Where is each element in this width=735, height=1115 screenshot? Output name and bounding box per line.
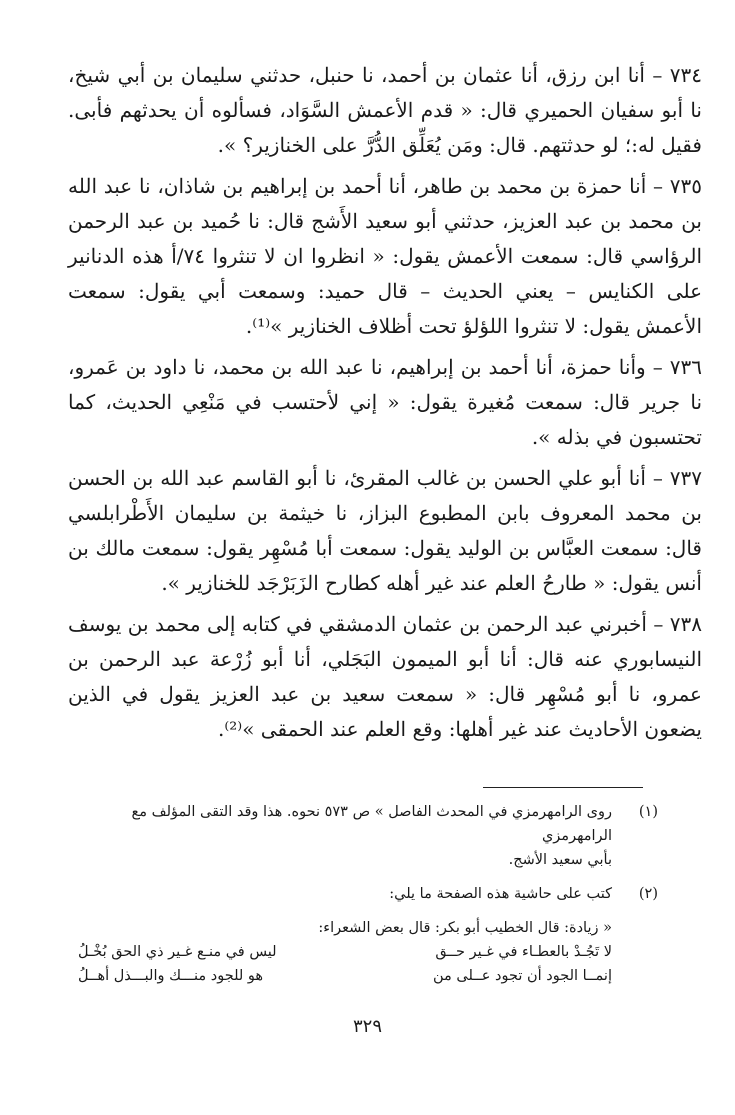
- verse-line: [78, 964, 612, 988]
- footnote-marker: (٢): [638, 886, 658, 902]
- footnote-separator: [483, 787, 643, 788]
- text-line: – أنا ابن رزق، أنا عثمان بن أحمد، نا حنبل، حدثني سليمان بن أبي: [117, 63, 663, 87]
- verse-first-hemistich: إنمــا الجود أن تجود عــلى من: [432, 968, 612, 984]
- footnote-1: [78, 800, 658, 872]
- paragraph-738: [68, 607, 702, 747]
- main-text: [68, 58, 702, 753]
- text-line: – أنا أبو علي الحسن بن غالب المقرئ، نا أبو القاسم عبد الله بن: [132, 466, 663, 490]
- paragraph-number: ٧٣٨: [669, 612, 702, 636]
- text-line: قال: سمعت العبَّاس بن الوليد يقول: سمعت أبا مُسْهِر يقول: سمعت مالك بن: [68, 536, 702, 560]
- verse-line: [78, 940, 612, 964]
- footnote-body: [78, 882, 612, 906]
- paragraph-735: [68, 169, 702, 344]
- margin-note-intro: « زيادة: قال الخطيب أبو بكر: قال بعض الشعراء:: [318, 920, 612, 936]
- footnote-marker: (١): [638, 804, 658, 820]
- text-line: الأحاديث عند غير أهلها: وقع العلم عند الحمقى »⁽²⁾.: [217, 717, 639, 741]
- paragraph-number: ٧٣٥: [669, 174, 703, 198]
- verse-second-hemistich: هو للجود منـــك والبـــذل أهــلُ: [78, 968, 264, 984]
- text-line: الأعمش يقول: لا تنثروا اللؤلؤ تحت أظلاف الخنازير »⁽¹⁾.: [245, 314, 702, 338]
- text-line: – أنا حمزة بن محمد بن طاهر، أنا أحمد بن إبراهيم بن شاذان، نا عبد: [103, 174, 664, 198]
- paragraph-number: ٧٣٦: [669, 355, 702, 379]
- paragraph-734: [68, 58, 702, 163]
- text-line: – أخبرني عبد الرحمن بن عثمان الدمشقي في كتابه إلى محمد بن يوسف: [68, 612, 664, 636]
- paragraph-737: [68, 461, 702, 601]
- text-line: الرحمن الرؤاسي قال: سمعت الأعمش يقول: « انظروا ان لا تنثروا ٧٤/أ هذه: [68, 209, 702, 268]
- text-line: عَمرو، نا جرير قال: سمعت مُغيرة يقول: « إني لأحتسب في مَنْعِي الحديث،: [68, 355, 703, 414]
- text-line: الحسن بن محمد المعروف بابن المطبوع البزاز، نا خيثمة بن سليمان الأَطْرابلسي: [68, 466, 702, 525]
- footnote-2: [78, 882, 658, 906]
- verse-first-hemistich: لا تَجُـدْ بالعطـاء في غـير حــق: [435, 944, 612, 960]
- paragraph-number: ٧٣٧: [669, 466, 702, 490]
- text-line: – وأنا حمزة، أنا أحمد بن إبراهيم، نا عبد الله بن محمد، نا داود بن: [125, 355, 663, 379]
- footnotes: [78, 800, 658, 988]
- verse-second-hemistich: ليس في منـع غـير ذي الحق بُخْـلُ: [78, 944, 277, 960]
- text-line: كما تحتسبون في بذله ».: [68, 390, 702, 449]
- text-line: أنس يقول: « طارحُ العلم عند غير أهله كطارح الزَبَرْجَد للخنازير ».: [161, 571, 702, 595]
- text-line: عمرو، نا أبو مُسْهِر قال: « سمعت سعيد بن عبد العزيز يقول في الذين يضعون: [68, 682, 702, 741]
- footnote-body: [78, 800, 612, 872]
- footnote-line: روى الرامهرمزي في المحدث الفاصل » ص ٥٧٣ نحوه. هذا وقد التقى المؤلف مع الرامهرمزي: [131, 804, 612, 844]
- text-line: شيخ، نا أبو سفيان الحميري قال: « قدم الأعمش السَّوَاد، فسألوه أن يحدثهم: [68, 63, 702, 122]
- paragraph-736: [68, 350, 702, 455]
- text-line: الدنانير على الكنايس – يعني الحديث – قال حميد: وسمعت أبي يقول: سمعت: [68, 244, 702, 303]
- text-line: الله بن محمد بن عبد العزيز، حدثني أبو سعيد الأَشج قال: نا حُميد بن عبد: [68, 174, 702, 233]
- margin-note: [78, 916, 612, 988]
- paragraph-number: ٧٣٤: [669, 63, 702, 87]
- page-number: ٣٢٩: [352, 1016, 382, 1037]
- text-line: فأبى. فقيل له:؛ لو حدثتهم. قال: ومَن يُعَلِّق الدُّرَّ على الخنازير؟ ».: [68, 98, 702, 157]
- footnote-line: كتب على حاشية هذه الصفحة ما يلي:: [389, 886, 612, 902]
- footnote-line: بأبي سعيد الأشج.: [508, 852, 612, 868]
- text-line: النيسابوري عنه قال: أنا أبو الميمون البَجَلي، أنا أبو زُرْعة عبد الرحمن بن: [68, 647, 702, 671]
